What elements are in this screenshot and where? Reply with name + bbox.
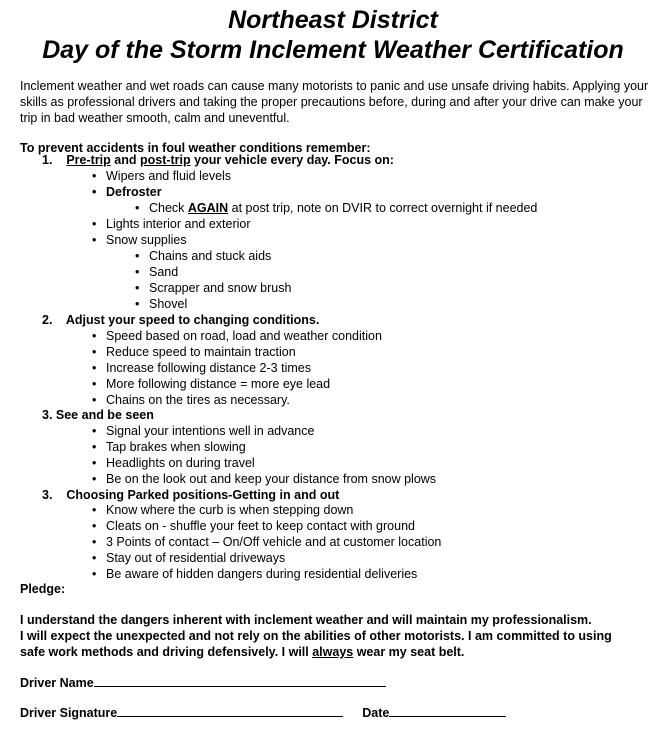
date-field[interactable] [389, 703, 506, 717]
pledge-label: Pledge: [20, 582, 66, 596]
bullet-icon: • [92, 233, 97, 247]
section-1-rest: your vehicle every day. Focus on: [190, 153, 394, 167]
bullet-item [92, 518, 415, 534]
section-1-number: 1. [42, 153, 53, 167]
bullet-item [92, 168, 231, 184]
bullet-icon: • [92, 519, 97, 533]
driver-name-row [20, 673, 386, 691]
bullet-item [92, 455, 255, 471]
signature-row [20, 703, 506, 721]
sub-bullet-item [135, 200, 537, 216]
bullet-icon: • [135, 281, 140, 295]
bullet-icon: • [92, 393, 97, 407]
bullet-item [92, 184, 162, 200]
section-4-number: 3. [42, 488, 53, 502]
bullet-icon: • [92, 503, 97, 517]
bullet-item [92, 550, 285, 566]
bullet-item [92, 216, 251, 232]
date-label: Date [362, 706, 390, 720]
bullet-icon: • [135, 249, 140, 263]
pledge-line-3-start: safe work methods and driving defensively. I will [20, 645, 313, 659]
title-district: Northeast District [228, 6, 438, 34]
bullet-item [92, 344, 296, 360]
bullet-icon: • [92, 472, 97, 486]
remember-heading: To prevent accidents in foul weather conditions remember: [20, 141, 371, 155]
bullet-text: Signal your intentions well in advance [106, 424, 315, 438]
bullet-item [92, 423, 314, 439]
bullet-text: Chains on the tires as necessary. [106, 393, 290, 407]
section-3-heading: 3. See and be seen [42, 408, 154, 422]
bullet-text: Chains and stuck aids [149, 249, 272, 263]
bullet-text: Scrapper and snow brush [149, 281, 292, 295]
bullet-text: Shovel [149, 297, 188, 311]
driver-name-field[interactable] [94, 673, 386, 687]
bullet-text: Increase following distance 2-3 times [106, 361, 311, 375]
bullet-text: Wipers and fluid levels [106, 169, 232, 183]
bullet-text: Defroster [106, 185, 162, 199]
bullet-icon: • [135, 297, 140, 311]
check-text: Check [149, 201, 188, 215]
bullet-item [92, 376, 330, 392]
bullet-item [92, 360, 311, 376]
bullet-text: Tap brakes when slowing [106, 440, 246, 454]
bullet-icon: • [135, 265, 140, 279]
bullet-icon: • [92, 217, 97, 231]
bullet-text: Sand [149, 265, 179, 279]
sub-bullet-item [135, 248, 271, 264]
bullet-item [92, 502, 353, 518]
bullet-item [92, 534, 441, 550]
section-1-heading [42, 152, 394, 168]
bullet-text: 3 Points of contact – On/Off vehicle and at customer location [106, 535, 442, 549]
bullet-icon: • [92, 361, 97, 375]
pledge-line-3 [20, 644, 464, 660]
section-2-heading [42, 312, 319, 328]
bullet-text: Be on the look out and keep your distance from snow plows [106, 472, 437, 486]
bullet-icon: • [92, 424, 97, 438]
driver-name-label: Driver Name [20, 676, 94, 690]
bullet-text: Headlights on during travel [106, 456, 255, 470]
bullet-item [92, 328, 382, 344]
pre-trip-text: Pre-trip [66, 153, 111, 167]
bullet-icon: • [92, 440, 97, 454]
pledge-line-1: I understand the dangers inherent with inclement weather and will maintain my professionalism. [20, 613, 592, 627]
sub-bullet-item [135, 296, 187, 312]
bullet-icon: • [92, 551, 97, 565]
again-text: AGAIN [187, 201, 229, 215]
bullet-text: Be aware of hidden dangers during residential deliveries [106, 567, 418, 581]
bullet-icon: • [92, 185, 97, 199]
bullet-text: Reduce speed to maintain traction [106, 345, 296, 359]
bullet-text: Speed based on road, load and weather condition [106, 329, 382, 343]
bullet-icon: • [92, 456, 97, 470]
section-4-heading [42, 487, 339, 503]
section-4-title: Choosing Parked positions-Getting in and out [66, 488, 340, 502]
always-text: always [312, 645, 354, 659]
and-text: and [110, 153, 140, 167]
sub-bullet-item [135, 280, 291, 296]
bullet-text: Know where the curb is when stepping down [106, 503, 354, 517]
section-2-title: Adjust your speed to changing conditions. [65, 313, 320, 327]
bullet-text: Lights interior and exterior [106, 217, 251, 231]
bullet-text: Cleats on - shuffle your feet to keep contact with ground [106, 519, 415, 533]
bullet-text: More following distance = more eye lead [106, 377, 331, 391]
bullet-item [92, 566, 417, 582]
sub-bullet-item [135, 264, 178, 280]
bullet-icon: • [92, 345, 97, 359]
bullet-icon: • [92, 377, 97, 391]
pledge-line-3-end: wear my seat belt. [353, 645, 465, 659]
intro-paragraph: Inclement weather and wet roads can cause many motorists to panic and use unsafe driving habits. Applying your skills as professional drivers and taking the proper precautions before, during and after your drive can make your trip in bad weather smooth, calm and uneventful. [20, 79, 649, 125]
post-trip-text: post-trip [139, 153, 191, 167]
bullet-text: Stay out of residential driveways [106, 551, 286, 565]
bullet-text: Snow supplies [106, 233, 187, 247]
bullet-item [92, 471, 436, 487]
bullet-icon: • [92, 535, 97, 549]
driver-signature-label: Driver Signature [20, 706, 118, 720]
bullet-item [92, 392, 290, 408]
title-certification: Day of the Storm Inclement Weather Certification [42, 36, 624, 64]
bullet-icon: • [92, 169, 97, 183]
bullet-item [92, 439, 246, 455]
pledge-line-2: I will expect the unexpected and not rely on the abilities of other motorists. I am committed to using [20, 629, 612, 643]
driver-signature-field[interactable] [117, 703, 343, 717]
check-text-rest: at post trip, note on DVIR to correct overnight if needed [228, 201, 538, 215]
bullet-icon: • [135, 201, 140, 215]
bullet-item [92, 232, 187, 248]
section-2-number: 2. [42, 313, 53, 327]
bullet-icon: • [92, 329, 97, 343]
bullet-icon: • [92, 567, 97, 581]
